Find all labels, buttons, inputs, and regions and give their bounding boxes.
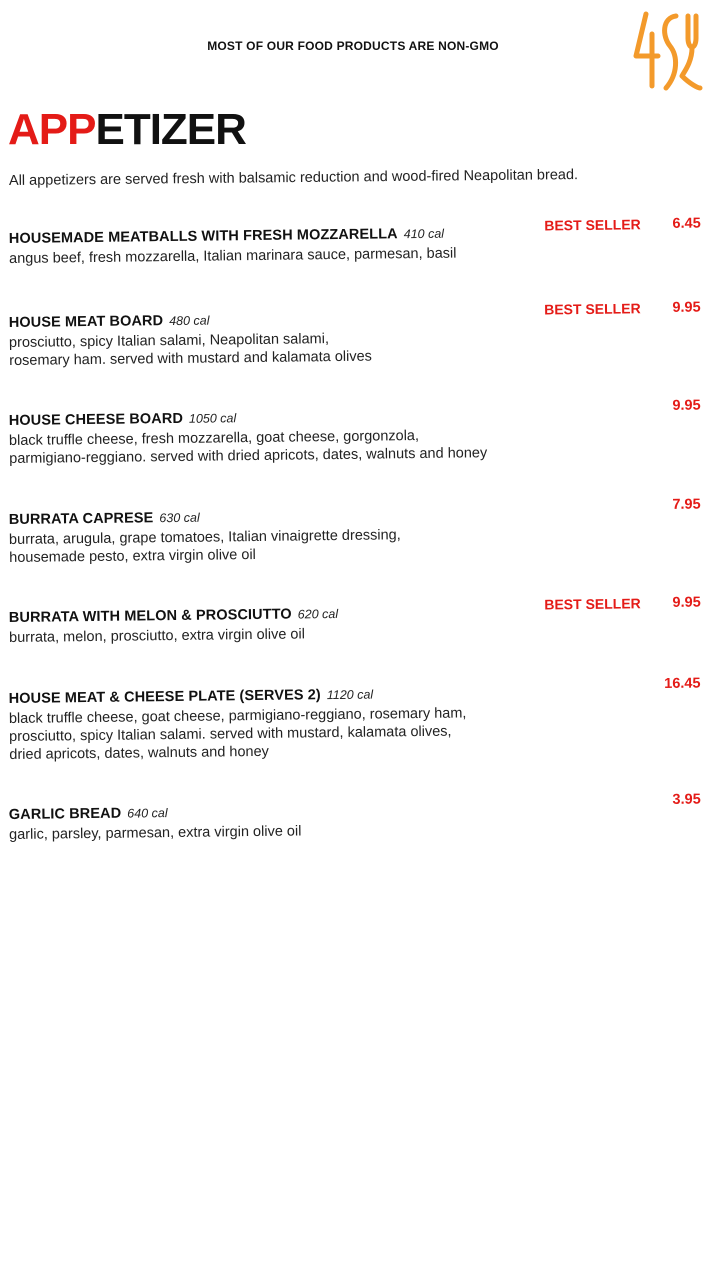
item-description: angus beef, fresh mozzarella, Italian marinara sauce, parmesan, basil — [9, 245, 457, 267]
section-title-accent: APP — [8, 105, 96, 154]
item-price: 7.95 — [672, 496, 701, 513]
item-description: black truffle cheese, fresh mozzarella, goat cheese, gorgonzola, parmigiano-reggiano. served with dried apricots, dates, walnuts and honey — [8, 427, 488, 467]
item-price: 6.45 — [672, 215, 701, 232]
item-description: black truffle cheese, goat cheese, parmigiano-reggiano, rosemary ham, prosciutto, spicy Italian salami. served with mustard, kalamata olives, dried apricots, dates, walnuts and honey — [8, 705, 467, 763]
item-calories: 480 cal — [169, 313, 210, 329]
item-name: BURRATA WITH MELON & PROSCIUTTO — [8, 606, 292, 627]
item-calories: 1120 cal — [326, 687, 374, 703]
menu-item — [8, 791, 709, 844]
item-name: HOUSE MEAT BOARD — [8, 313, 164, 332]
section-intro: All appetizers are served fresh with balsamic reduction and wood-fired Neapolitan bread. — [8, 167, 579, 189]
section-title — [8, 105, 246, 154]
item-calories: 620 cal — [297, 606, 339, 622]
item-price: 9.95 — [672, 397, 701, 414]
item-name: BURRATA CAPRESE — [8, 510, 154, 529]
menu-item — [8, 675, 710, 764]
best-seller-badge: BEST SELLER — [544, 595, 641, 613]
best-seller-badge: BEST SELLER — [544, 216, 641, 234]
item-calories: 640 cal — [127, 806, 168, 821]
item-description: burrata, melon, prosciutto, extra virgin olive oil — [9, 626, 305, 646]
non-gmo-notice: MOST OF OUR FOOD PRODUCTS ARE NON-GMO — [207, 39, 499, 53]
item-description: garlic, parsley, parmesan, extra virgin olive oil — [9, 823, 302, 843]
menu-item — [8, 299, 710, 370]
restaurant-logo-icon — [632, 10, 704, 94]
item-name: GARLIC BREAD — [8, 805, 122, 824]
item-calories: 1050 cal — [188, 411, 237, 426]
best-seller-badge: BEST SELLER — [544, 300, 641, 318]
item-price: 3.95 — [672, 791, 701, 808]
item-description: prosciutto, spicy Italian salami, Neapolitan salami, rosemary ham. served with mustard and kalamata olives — [8, 331, 372, 369]
menu-item — [8, 496, 710, 567]
item-name: HOUSEMADE MEATBALLS WITH FRESH MOZZARELLA — [8, 226, 398, 248]
item-description: burrata, arugula, grape tomatoes, Italian vinaigrette dressing, housemade pesto, extra virgin olive oil — [8, 527, 401, 566]
item-price: 9.95 — [672, 594, 701, 611]
section-title-rest: ETIZER — [95, 105, 246, 154]
item-price: 9.95 — [672, 299, 701, 316]
menu-item — [8, 397, 710, 468]
item-name: HOUSE MEAT & CHEESE PLATE (SERVES 2) — [8, 687, 321, 708]
item-calories: 630 cal — [159, 510, 200, 526]
menu-item — [8, 594, 709, 647]
item-name: HOUSE CHEESE BOARD — [8, 410, 184, 430]
item-calories: 410 cal — [403, 226, 445, 242]
item-price: 16.45 — [664, 675, 701, 692]
menu-item — [8, 215, 709, 268]
